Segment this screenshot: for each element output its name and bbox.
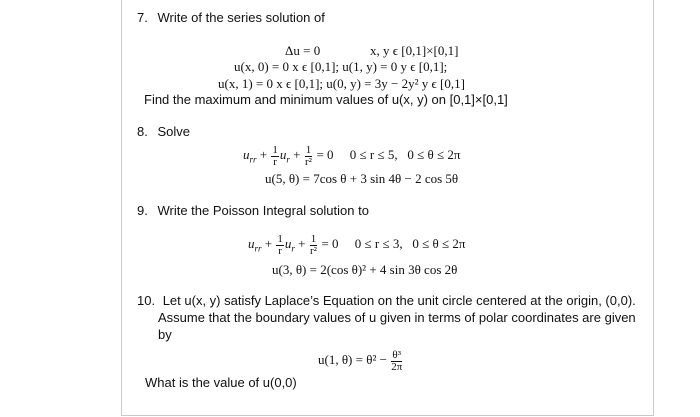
q7-task: Find the maximum and minimum values of u(x, y) on [0,1]×[0,1] bbox=[144, 92, 508, 107]
q8-number: 8. bbox=[137, 124, 148, 139]
q9-prompt: Write the Poisson Integral solution to bbox=[157, 203, 369, 218]
q8-header bbox=[137, 124, 190, 140]
q8-ur: u bbox=[279, 147, 287, 162]
q9-ur-sub: r bbox=[291, 243, 295, 254]
q8-frac1-den: r bbox=[273, 155, 277, 168]
q8-ur-sub: r bbox=[286, 154, 290, 165]
q10-question: What is the value of u(0,0) bbox=[145, 375, 297, 390]
q8-bc: u(5, θ) = 7cos θ + 3 sin 4θ − 2 cos 5θ bbox=[265, 171, 459, 186]
q7-eq1: Δu = 0 bbox=[285, 43, 321, 58]
q8-pde: $u_{rr}$ + $\frac{1}{r}$ $u_r$ + $\frac{1}{\text{r²}}$ = 0 0 ≤ r ≤ 5, 0 ≤ θ ≤ 2π bbox=[243, 143, 461, 168]
q7-eq2: u(x, 0) = 0 x ϵ [0,1]; u(1, y) = 0 y ϵ [0,1]; bbox=[234, 59, 448, 74]
q9-pde: $u_{rr}$ + $\frac{1}{r}$ $u_r$ + $\frac{1}{\text{r²}}$ = 0 0 ≤ r ≤ 3, 0 ≤ θ ≤ 2π bbox=[248, 232, 466, 257]
q9-header bbox=[137, 203, 369, 219]
q8-urr-sub: rr bbox=[249, 154, 257, 165]
q9-urr-sub: rr bbox=[254, 243, 262, 254]
q10-bc-frac bbox=[391, 350, 402, 373]
q9-ur: u bbox=[284, 236, 292, 251]
q8-frac2 bbox=[305, 145, 313, 168]
q10-bc-frac-num: θ³ bbox=[392, 348, 401, 361]
q10-line1 bbox=[137, 293, 636, 309]
q8-urr: u bbox=[243, 147, 250, 162]
q9-frac1-den: r bbox=[278, 244, 282, 257]
q10-number: 10. bbox=[137, 293, 156, 308]
q10-bc-left: u(1, θ) = θ² − bbox=[318, 352, 387, 367]
q7-header bbox=[137, 10, 325, 26]
q7-prompt: Write of the series solution of bbox=[157, 10, 325, 25]
q9-frac2-num: 1 bbox=[310, 232, 317, 245]
q9-urr: u bbox=[248, 236, 255, 251]
q7-eq1-domain: x, y ϵ [0,1]×[0,1] bbox=[370, 43, 459, 58]
q10-line2: Assume that the boundary values of u given in terms of polar coordinates are given bbox=[158, 310, 636, 325]
q8-pde-right: = 0 0 ≤ r ≤ 5, 0 ≤ θ ≤ 2π bbox=[316, 147, 461, 162]
q10-bc bbox=[318, 345, 403, 375]
q8-prompt: Solve bbox=[157, 124, 190, 139]
q8-frac1 bbox=[271, 145, 279, 168]
q8-frac1-num: 1 bbox=[272, 143, 278, 156]
q8-frac2-den: r² bbox=[304, 155, 312, 168]
q10-bc-frac-den: 2π bbox=[391, 360, 403, 373]
q9-pde-right: = 0 0 ≤ r ≤ 3, 0 ≤ θ ≤ 2π bbox=[321, 236, 466, 251]
q9-number: 9. bbox=[137, 203, 148, 218]
q9-frac1 bbox=[276, 234, 284, 257]
q10-line3: by bbox=[158, 327, 172, 342]
q7-number: 7. bbox=[137, 10, 148, 25]
q8-frac2-num: 1 bbox=[305, 143, 312, 156]
q9-frac1-num: 1 bbox=[277, 232, 283, 245]
q9-bc: u(3, θ) = 2(cos θ)² + 4 sin 3θ cos 2θ bbox=[272, 262, 458, 277]
q10-line1-text: Let u(x, y) satisfy Laplace’s Equation on the unit circle centered at the origin, (0,0). bbox=[162, 293, 636, 308]
q9-frac2-den: r² bbox=[309, 244, 317, 257]
q7-eq3: u(x, 1) = 0 x ϵ [0,1]; u(0, y) = 3y − 2y² y ϵ [0,1] bbox=[218, 76, 465, 91]
q9-frac2 bbox=[310, 234, 318, 257]
